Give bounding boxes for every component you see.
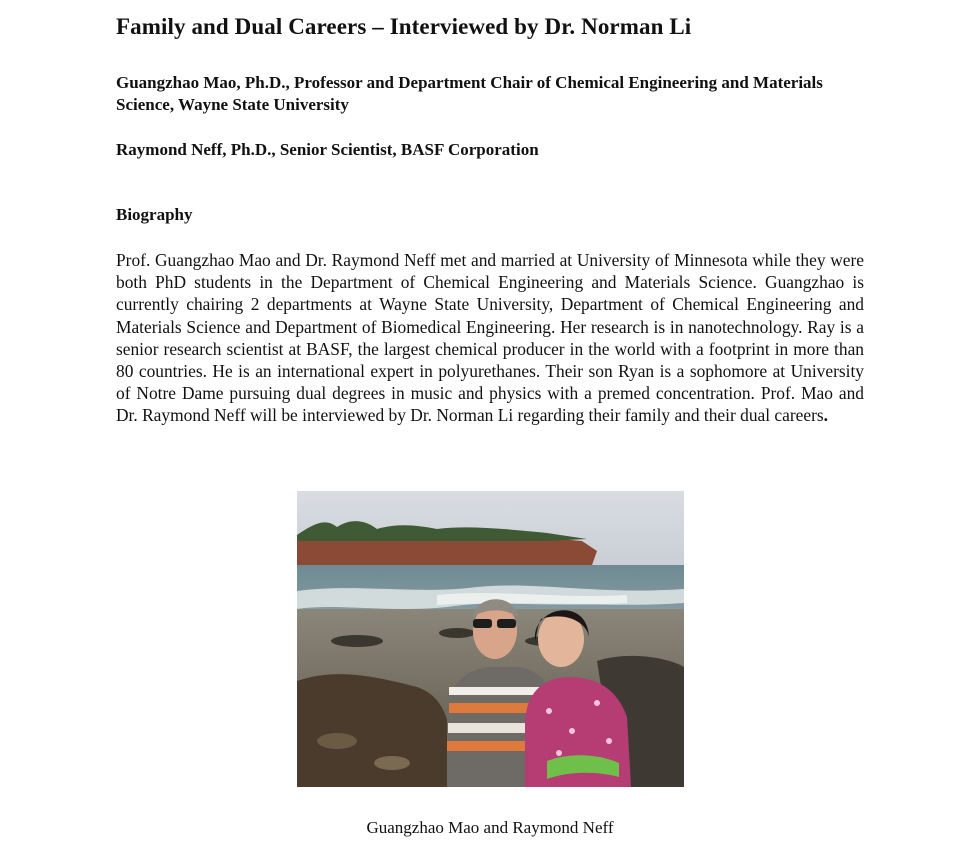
document-title: Family and Dual Careers – Interviewed by Dr. Norman Li [116, 14, 692, 39]
biography-heading: Biography [116, 205, 193, 224]
author-neff: Raymond Neff, Ph.D., Senior Scientist, BASF Corporation [116, 140, 539, 159]
author-mao: Guangzhao Mao, Ph.D., Professor and Department Chair of Chemical Engineering and Materials Science, Wayne State University [116, 73, 823, 114]
biography-text: Prof. Guangzhao Mao and Dr. Raymond Neff met and married at University of Minnesota while they were both PhD students in the Department of Chemical Engineering and Materials Science. Guangzhao is currently chairing 2 departments at Wayne State University, Department of Chemical Engineering and Materials Science and Department of Biomedical Engineering. Her research is in nanotechnology. Ray is a senior research scientist at BASF, the largest chemical producer in the world with a footprint in more than 80 countries. He is an international expert in polyurethanes. Their son Ryan is a sophomore at University of Notre Dame pursuing dual degrees in music and physics with a premed concentration. Prof. Mao and Dr. Raymond Neff will be interviewed by Dr. Norman Li regarding their family and their dual careers [116, 250, 864, 426]
photo-caption: Guangzhao Mao and Raymond Neff [366, 818, 614, 837]
biography-period: . [823, 405, 828, 426]
biography-paragraph [116, 249, 864, 427]
couple-photo [297, 491, 684, 787]
